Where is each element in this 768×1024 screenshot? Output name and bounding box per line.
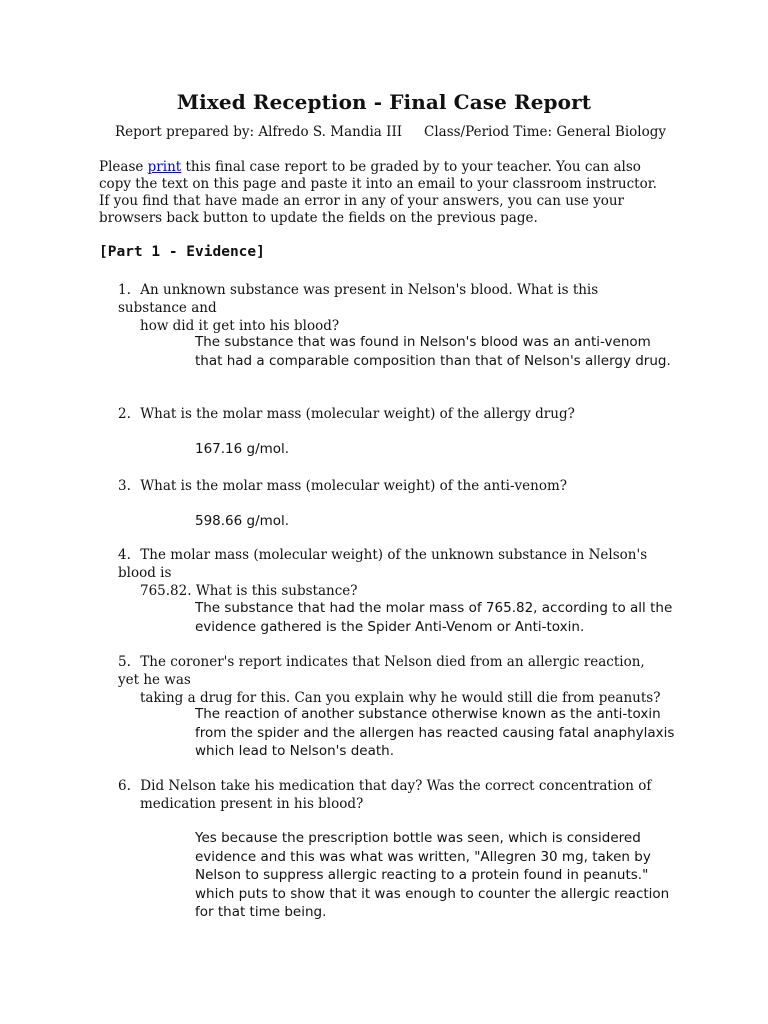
- question-text: What is the molar mass (molecular weight) of the allergy drug?: [140, 406, 575, 422]
- answer-1: The substance that was found in Nelson's blood was an anti-venom that had a comparable composition than that of Nelson's allergy drug.: [195, 334, 671, 369]
- intro-paragraph: [99, 159, 664, 227]
- question-text-continued: medication present in his blood?: [140, 796, 364, 812]
- answer-5: The reaction of another substance otherwise known as the anti-toxin from the spider and the allergen has reacted causing fatal anaphylaxis which lead to Nelson's death.: [195, 706, 675, 759]
- question-number: 2.: [118, 406, 131, 422]
- question-number: 5.: [118, 654, 131, 670]
- print-link[interactable]: print: [147, 159, 182, 175]
- question-1: [118, 281, 663, 335]
- intro-text-start: Please: [99, 159, 148, 175]
- question-3: [118, 477, 663, 495]
- question-number: 4.: [118, 547, 131, 563]
- question-6: [118, 777, 663, 813]
- question-text: The coroner's report indicates that Nelson died from an allergic reaction, yet he was: [118, 654, 645, 688]
- intro-text-end: this final case report to be graded by to your teacher. You can also copy the text on this page and paste it into an email to your classroom instructor. If you find that have made an error in any of your answers, you can use your browsers back button to update the fields on the previous page.: [99, 159, 657, 226]
- class-period: Class/Period Time: General Biology: [424, 124, 666, 140]
- question-5: [118, 653, 663, 707]
- prepared-by: Report prepared by: Alfredo S. Mandia III: [115, 124, 403, 140]
- question-number: 1.: [118, 282, 131, 298]
- question-text: An unknown substance was present in Nelson's blood. What is this substance and: [118, 282, 599, 316]
- question-2: [118, 405, 663, 423]
- question-text: Did Nelson take his medication that day? Was the correct concentration of: [140, 778, 652, 794]
- question-text-continued: how did it get into his blood?: [140, 318, 340, 334]
- question-text: The molar mass (molecular weight) of the unknown substance in Nelson's blood is: [118, 547, 648, 581]
- question-text-continued: taking a drug for this. Can you explain why he would still die from peanuts?: [140, 690, 661, 706]
- answer-4: The substance that had the molar mass of 765.82, according to all the evidence gathered is the Spider Anti-Venom or Anti-toxin.: [195, 600, 673, 635]
- question-text: What is the molar mass (molecular weight) of the anti-venom?: [140, 478, 567, 494]
- question-4: [118, 546, 663, 600]
- question-text-continued: 765.82. What is this substance?: [140, 583, 358, 599]
- answer-2: 167.16 g/mol.: [195, 441, 290, 457]
- section-heading: [Part 1 - Evidence]: [99, 244, 265, 260]
- page-title: Mixed Reception - Final Case Report: [176, 90, 592, 114]
- answer-6: Yes because the prescription bottle was seen, which is considered evidence and this was what was written, "Allegren 30 mg, taken by Nelson to suppress allergic reacting to a protein found in peanuts." which puts to show that it was enough to counter the allergic reaction for that time being.: [195, 830, 670, 920]
- answer-3: 598.66 g/mol.: [195, 513, 290, 529]
- question-number: 3.: [118, 478, 131, 494]
- question-number: 6.: [118, 778, 131, 794]
